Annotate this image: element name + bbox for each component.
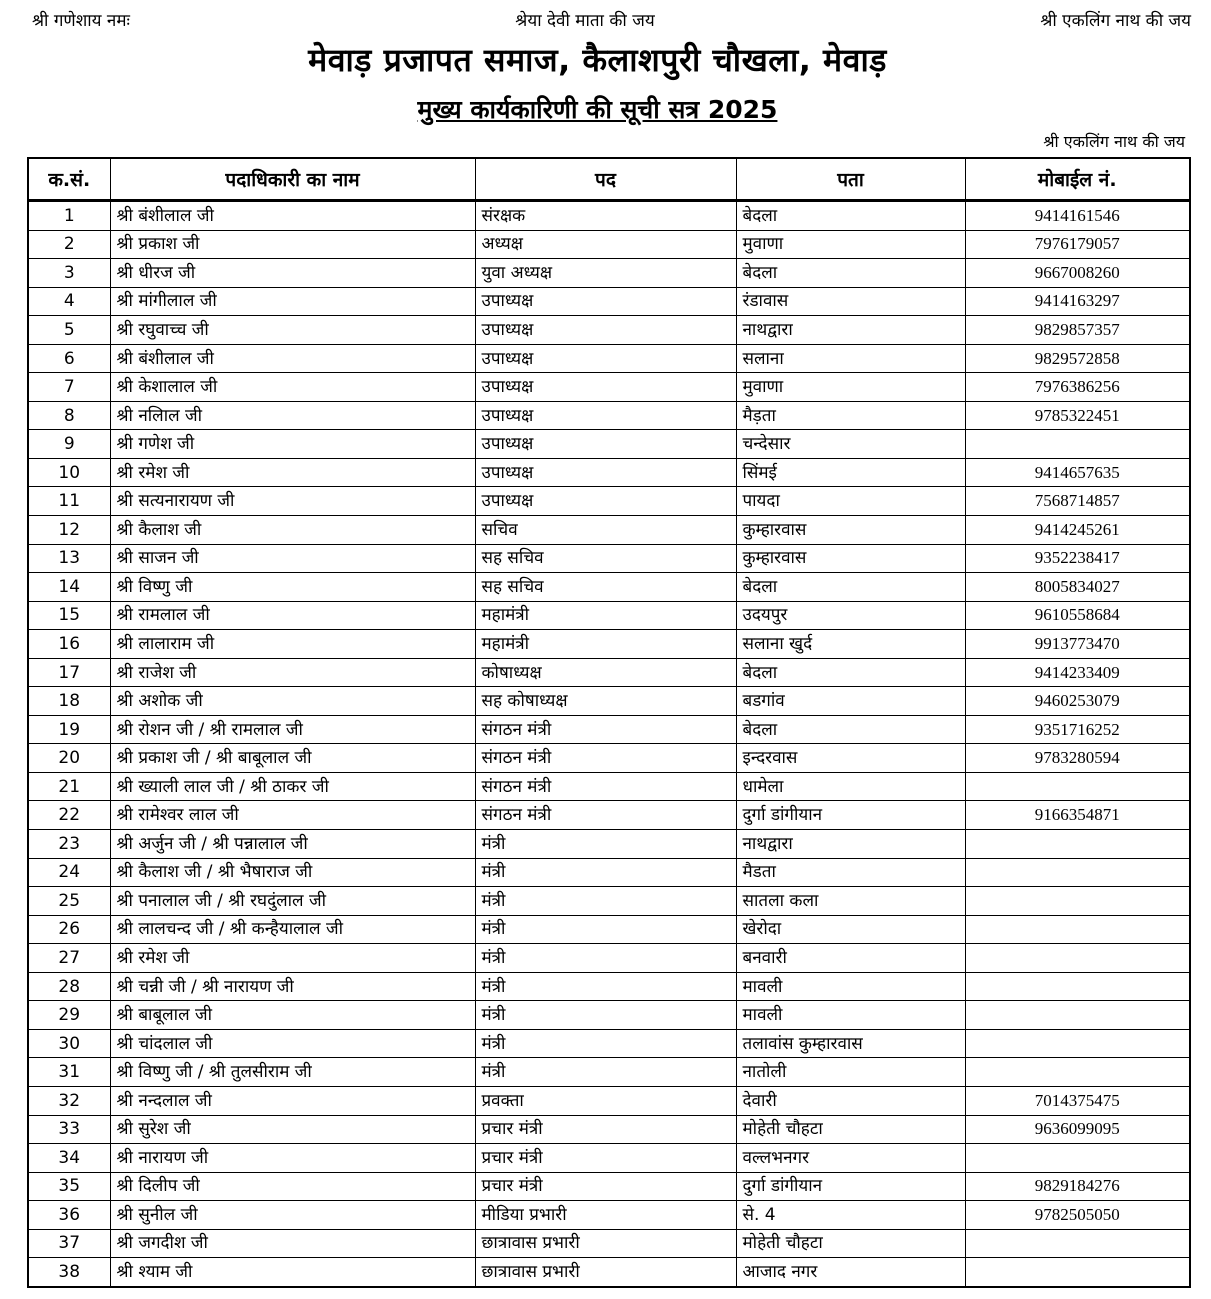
address-cell: मैडता xyxy=(736,858,965,887)
blessing-line: श्री एकलिंग नाथ की जय xyxy=(1043,132,1185,151)
mobile-cell: 9351716252 xyxy=(965,715,1190,744)
table-row xyxy=(28,1115,1190,1144)
post-cell: सह सचिव xyxy=(475,544,736,573)
mobile-cell: 9610558684 xyxy=(965,601,1190,630)
serial-cell: 2 xyxy=(28,230,110,259)
address-cell: तलावांस कुम्हारवास xyxy=(736,1029,965,1058)
table-row xyxy=(28,830,1190,859)
name-cell: श्री बाबूलाल जी xyxy=(110,1001,475,1030)
mobile-cell: 9829857357 xyxy=(965,316,1190,345)
address-cell: देवारी xyxy=(736,1086,965,1115)
table-row xyxy=(28,858,1190,887)
name-cell: श्री अर्जुन जी / श्री पन्नालाल जी xyxy=(110,830,475,859)
table-row xyxy=(28,887,1190,916)
column-header-post: पद xyxy=(475,158,736,201)
name-cell: श्री पनालाल जी / श्री रघदुंलाल जी xyxy=(110,887,475,916)
address-cell: धामेला xyxy=(736,772,965,801)
mobile-cell xyxy=(965,830,1190,859)
address-cell: बेदला xyxy=(736,201,965,231)
address-cell: नाथद्वारा xyxy=(736,316,965,345)
address-cell: मुवाणा xyxy=(736,230,965,259)
address-cell: मोहेती चौहटा xyxy=(736,1115,965,1144)
post-cell: मीडिया प्रभारी xyxy=(475,1201,736,1230)
table-row xyxy=(28,715,1190,744)
post-cell: प्रचार मंत्री xyxy=(475,1144,736,1173)
table-row xyxy=(28,401,1190,430)
serial-cell: 35 xyxy=(28,1172,110,1201)
serial-cell: 14 xyxy=(28,573,110,602)
address-cell: बेदला xyxy=(736,715,965,744)
serial-cell: 10 xyxy=(28,458,110,487)
column-header-serial: क.सं. xyxy=(28,158,110,201)
address-cell: मावली xyxy=(736,972,965,1001)
address-cell: सातला कला xyxy=(736,887,965,916)
address-cell: दुर्गा डांगीयान xyxy=(736,801,965,830)
header-invocation-right: श्री एकलिंग नाथ की जय xyxy=(1040,11,1191,31)
post-cell: संगठन मंत्री xyxy=(475,772,736,801)
mobile-cell: 9414163297 xyxy=(965,287,1190,316)
table-row xyxy=(28,316,1190,345)
table-row xyxy=(28,373,1190,402)
name-cell: श्री चन्नी जी / श्री नारायण जी xyxy=(110,972,475,1001)
address-cell: बनवारी xyxy=(736,944,965,973)
serial-cell: 30 xyxy=(28,1029,110,1058)
mobile-cell: 9913773470 xyxy=(965,630,1190,659)
address-cell: कुम्हारवास xyxy=(736,516,965,545)
serial-cell: 38 xyxy=(28,1258,110,1287)
table-row xyxy=(28,1001,1190,1030)
name-cell: श्री नारायण जी xyxy=(110,1144,475,1173)
mobile-cell: 9414161546 xyxy=(965,201,1190,231)
serial-cell: 18 xyxy=(28,687,110,716)
address-cell: नाथद्वारा xyxy=(736,830,965,859)
mobile-cell: 9414233409 xyxy=(965,658,1190,687)
serial-cell: 16 xyxy=(28,630,110,659)
name-cell: श्री कैलाश जी / श्री भैषाराज जी xyxy=(110,858,475,887)
serial-cell: 26 xyxy=(28,915,110,944)
address-cell: मुवाणा xyxy=(736,373,965,402)
serial-cell: 19 xyxy=(28,715,110,744)
post-cell: मंत्री xyxy=(475,944,736,973)
post-cell: सचिव xyxy=(475,516,736,545)
mobile-cell: 7976179057 xyxy=(965,230,1190,259)
name-cell: श्री विष्णु जी / श्री तुलसीराम जी xyxy=(110,1058,475,1087)
table-row xyxy=(28,972,1190,1001)
address-cell: रंडावास xyxy=(736,287,965,316)
mobile-cell: 9829572858 xyxy=(965,344,1190,373)
post-cell: सह कोषाध्यक्ष xyxy=(475,687,736,716)
post-cell: उपाध्यक्ष xyxy=(475,344,736,373)
post-cell: मंत्री xyxy=(475,1058,736,1087)
serial-cell: 8 xyxy=(28,401,110,430)
address-cell: दुर्गा डांगीयान xyxy=(736,1172,965,1201)
serial-cell: 4 xyxy=(28,287,110,316)
column-header-mobile: मोबाईल नं. xyxy=(965,158,1190,201)
post-cell: उपाध्यक्ष xyxy=(475,316,736,345)
address-cell: नातोली xyxy=(736,1058,965,1087)
post-cell: संगठन मंत्री xyxy=(475,801,736,830)
address-cell: बेदला xyxy=(736,658,965,687)
name-cell: श्री रमेश जी xyxy=(110,458,475,487)
post-cell: महामंत्री xyxy=(475,630,736,659)
table-row xyxy=(28,630,1190,659)
post-cell: प्रचार मंत्री xyxy=(475,1172,736,1201)
mobile-cell xyxy=(965,1029,1190,1058)
table-row xyxy=(28,1229,1190,1258)
name-cell: श्री रोशन जी / श्री रामलाल जी xyxy=(110,715,475,744)
mobile-cell: 7976386256 xyxy=(965,373,1190,402)
name-cell: श्री प्रकाश जी xyxy=(110,230,475,259)
table-row xyxy=(28,601,1190,630)
address-cell: उदयपुर xyxy=(736,601,965,630)
mobile-cell xyxy=(965,944,1190,973)
table-row xyxy=(28,487,1190,516)
table-row xyxy=(28,772,1190,801)
mobile-cell: 9166354871 xyxy=(965,801,1190,830)
name-cell: श्री लालाराम जी xyxy=(110,630,475,659)
name-cell: श्री अशोक जी xyxy=(110,687,475,716)
table-row xyxy=(28,230,1190,259)
mobile-cell xyxy=(965,430,1190,459)
post-cell: छात्रावास प्रभारी xyxy=(475,1258,736,1287)
address-cell: आजाद नगर xyxy=(736,1258,965,1287)
table-row xyxy=(28,344,1190,373)
table-row xyxy=(28,259,1190,288)
table-row xyxy=(28,1258,1190,1287)
serial-cell: 6 xyxy=(28,344,110,373)
document-title: मेवाड़ प्रजापत समाज, कैलाशपुरी चौखला, मेवाड़ xyxy=(308,41,887,79)
name-cell: श्री राजेश जी xyxy=(110,658,475,687)
table-row xyxy=(28,1058,1190,1087)
serial-cell: 31 xyxy=(28,1058,110,1087)
table-header-row xyxy=(28,158,1190,201)
mobile-cell xyxy=(965,915,1190,944)
name-cell: श्री जगदीश जी xyxy=(110,1229,475,1258)
serial-cell: 3 xyxy=(28,259,110,288)
post-cell: मंत्री xyxy=(475,858,736,887)
address-cell: सलाना खुर्द xyxy=(736,630,965,659)
address-cell: से. 4 xyxy=(736,1201,965,1230)
table-row xyxy=(28,573,1190,602)
address-cell: पायदा xyxy=(736,487,965,516)
table-row xyxy=(28,1172,1190,1201)
table-row xyxy=(28,287,1190,316)
serial-cell: 29 xyxy=(28,1001,110,1030)
address-cell: वल्लभनगर xyxy=(736,1144,965,1173)
serial-cell: 12 xyxy=(28,516,110,545)
serial-cell: 28 xyxy=(28,972,110,1001)
table-row xyxy=(28,201,1190,231)
address-cell: खेरोदा xyxy=(736,915,965,944)
mobile-cell xyxy=(965,972,1190,1001)
post-cell: उपाध्यक्ष xyxy=(475,430,736,459)
serial-cell: 21 xyxy=(28,772,110,801)
serial-cell: 24 xyxy=(28,858,110,887)
address-cell: सलाना xyxy=(736,344,965,373)
header-invocation-left: श्री गणेशाय नमः xyxy=(32,11,130,31)
serial-cell: 9 xyxy=(28,430,110,459)
name-cell: श्री रामलाल जी xyxy=(110,601,475,630)
address-cell: मावली xyxy=(736,1001,965,1030)
post-cell: मंत्री xyxy=(475,915,736,944)
serial-cell: 34 xyxy=(28,1144,110,1173)
name-cell: श्री कैलाश जी xyxy=(110,516,475,545)
post-cell: मंत्री xyxy=(475,1001,736,1030)
name-cell: श्री रमेश जी xyxy=(110,944,475,973)
mobile-cell xyxy=(965,1001,1190,1030)
table-row xyxy=(28,944,1190,973)
post-cell: मंत्री xyxy=(475,830,736,859)
post-cell: संरक्षक xyxy=(475,201,736,231)
table-row xyxy=(28,744,1190,773)
address-cell: बडगांव xyxy=(736,687,965,716)
table-row xyxy=(28,801,1190,830)
name-cell: श्री बंशीलाल जी xyxy=(110,344,475,373)
table-row xyxy=(28,516,1190,545)
post-cell: छात्रावास प्रभारी xyxy=(475,1229,736,1258)
mobile-cell: 9636099095 xyxy=(965,1115,1190,1144)
table-row xyxy=(28,1201,1190,1230)
serial-cell: 22 xyxy=(28,801,110,830)
address-cell: इन्दरवास xyxy=(736,744,965,773)
document-subtitle: मुख्य कार्यकारिणी की सूची सत्र 2025 xyxy=(417,95,778,124)
mobile-cell: 9460253079 xyxy=(965,687,1190,716)
header-invocation-center: श्रेया देवी माता की जय xyxy=(515,11,655,31)
mobile-cell: 9785322451 xyxy=(965,401,1190,430)
table-row xyxy=(28,458,1190,487)
address-cell: सिंमई xyxy=(736,458,965,487)
mobile-cell: 9829184276 xyxy=(965,1172,1190,1201)
post-cell: उपाध्यक्ष xyxy=(475,458,736,487)
table-row xyxy=(28,915,1190,944)
serial-cell: 32 xyxy=(28,1086,110,1115)
table-row xyxy=(28,1086,1190,1115)
mobile-cell: 7014375475 xyxy=(965,1086,1190,1115)
post-cell: सह सचिव xyxy=(475,573,736,602)
address-cell: मोहेती चौहटा xyxy=(736,1229,965,1258)
post-cell: कोषाध्यक्ष xyxy=(475,658,736,687)
serial-cell: 23 xyxy=(28,830,110,859)
mobile-cell xyxy=(965,1058,1190,1087)
address-cell: चन्देसार xyxy=(736,430,965,459)
name-cell: श्री प्रकाश जी / श्री बाबूलाल जी xyxy=(110,744,475,773)
name-cell: श्री साजन जी xyxy=(110,544,475,573)
name-cell: श्री लालचन्द जी / श्री कन्हैयालाल जी xyxy=(110,915,475,944)
serial-cell: 20 xyxy=(28,744,110,773)
serial-cell: 13 xyxy=(28,544,110,573)
committee-table xyxy=(27,157,1191,1288)
mobile-cell: 7568714857 xyxy=(965,487,1190,516)
mobile-cell xyxy=(965,887,1190,916)
mobile-cell: 9783280594 xyxy=(965,744,1190,773)
table-row xyxy=(28,430,1190,459)
table-row xyxy=(28,658,1190,687)
column-header-name: पदाधिकारी का नाम xyxy=(110,158,475,201)
mobile-cell: 8005834027 xyxy=(965,573,1190,602)
name-cell: श्री श्याम जी xyxy=(110,1258,475,1287)
post-cell: युवा अध्यक्ष xyxy=(475,259,736,288)
name-cell: श्री सुनील जी xyxy=(110,1201,475,1230)
post-cell: उपाध्यक्ष xyxy=(475,401,736,430)
mobile-cell: 9782505050 xyxy=(965,1201,1190,1230)
post-cell: मंत्री xyxy=(475,887,736,916)
mobile-cell xyxy=(965,1229,1190,1258)
serial-cell: 17 xyxy=(28,658,110,687)
table-row xyxy=(28,544,1190,573)
serial-cell: 27 xyxy=(28,944,110,973)
serial-cell: 36 xyxy=(28,1201,110,1230)
name-cell: श्री केशालाल जी xyxy=(110,373,475,402)
column-header-address: पता xyxy=(736,158,965,201)
address-cell: कुम्हारवास xyxy=(736,544,965,573)
name-cell: श्री दिलीप जी xyxy=(110,1172,475,1201)
mobile-cell: 9414245261 xyxy=(965,516,1190,545)
name-cell: श्री रघुवाच्च जी xyxy=(110,316,475,345)
serial-cell: 37 xyxy=(28,1229,110,1258)
serial-cell: 5 xyxy=(28,316,110,345)
mobile-cell xyxy=(965,1144,1190,1173)
serial-cell: 25 xyxy=(28,887,110,916)
table-row xyxy=(28,687,1190,716)
mobile-cell: 9667008260 xyxy=(965,259,1190,288)
post-cell: प्रवक्ता xyxy=(475,1086,736,1115)
name-cell: श्री बंशीलाल जी xyxy=(110,201,475,231)
address-cell: बेदला xyxy=(736,259,965,288)
address-cell: बेदला xyxy=(736,573,965,602)
post-cell: संगठन मंत्री xyxy=(475,715,736,744)
name-cell: श्री गणेश जी xyxy=(110,430,475,459)
post-cell: संगठन मंत्री xyxy=(475,744,736,773)
name-cell: श्री धीरज जी xyxy=(110,259,475,288)
mobile-cell: 9352238417 xyxy=(965,544,1190,573)
name-cell: श्री सत्यनारायण जी xyxy=(110,487,475,516)
name-cell: श्री मांगीलाल जी xyxy=(110,287,475,316)
mobile-cell: 9414657635 xyxy=(965,458,1190,487)
mobile-cell xyxy=(965,1258,1190,1287)
serial-cell: 11 xyxy=(28,487,110,516)
name-cell: श्री सुरेश जी xyxy=(110,1115,475,1144)
post-cell: मंत्री xyxy=(475,972,736,1001)
post-cell: मंत्री xyxy=(475,1029,736,1058)
serial-cell: 7 xyxy=(28,373,110,402)
address-cell: मैड़ता xyxy=(736,401,965,430)
post-cell: उपाध्यक्ष xyxy=(475,287,736,316)
table-row xyxy=(28,1144,1190,1173)
serial-cell: 33 xyxy=(28,1115,110,1144)
mobile-cell xyxy=(965,772,1190,801)
mobile-cell xyxy=(965,858,1190,887)
post-cell: महामंत्री xyxy=(475,601,736,630)
post-cell: उपाध्यक्ष xyxy=(475,487,736,516)
name-cell: श्री ख्याली लाल जी / श्री ठाकर जी xyxy=(110,772,475,801)
post-cell: प्रचार मंत्री xyxy=(475,1115,736,1144)
serial-cell: 1 xyxy=(28,201,110,231)
name-cell: श्री चांदलाल जी xyxy=(110,1029,475,1058)
post-cell: अध्यक्ष xyxy=(475,230,736,259)
post-cell: उपाध्यक्ष xyxy=(475,373,736,402)
name-cell: श्री विष्णु जी xyxy=(110,573,475,602)
name-cell: श्री नलिाल जी xyxy=(110,401,475,430)
serial-cell: 15 xyxy=(28,601,110,630)
table-row xyxy=(28,1029,1190,1058)
name-cell: श्री रामेश्वर लाल जी xyxy=(110,801,475,830)
name-cell: श्री नन्दलाल जी xyxy=(110,1086,475,1115)
